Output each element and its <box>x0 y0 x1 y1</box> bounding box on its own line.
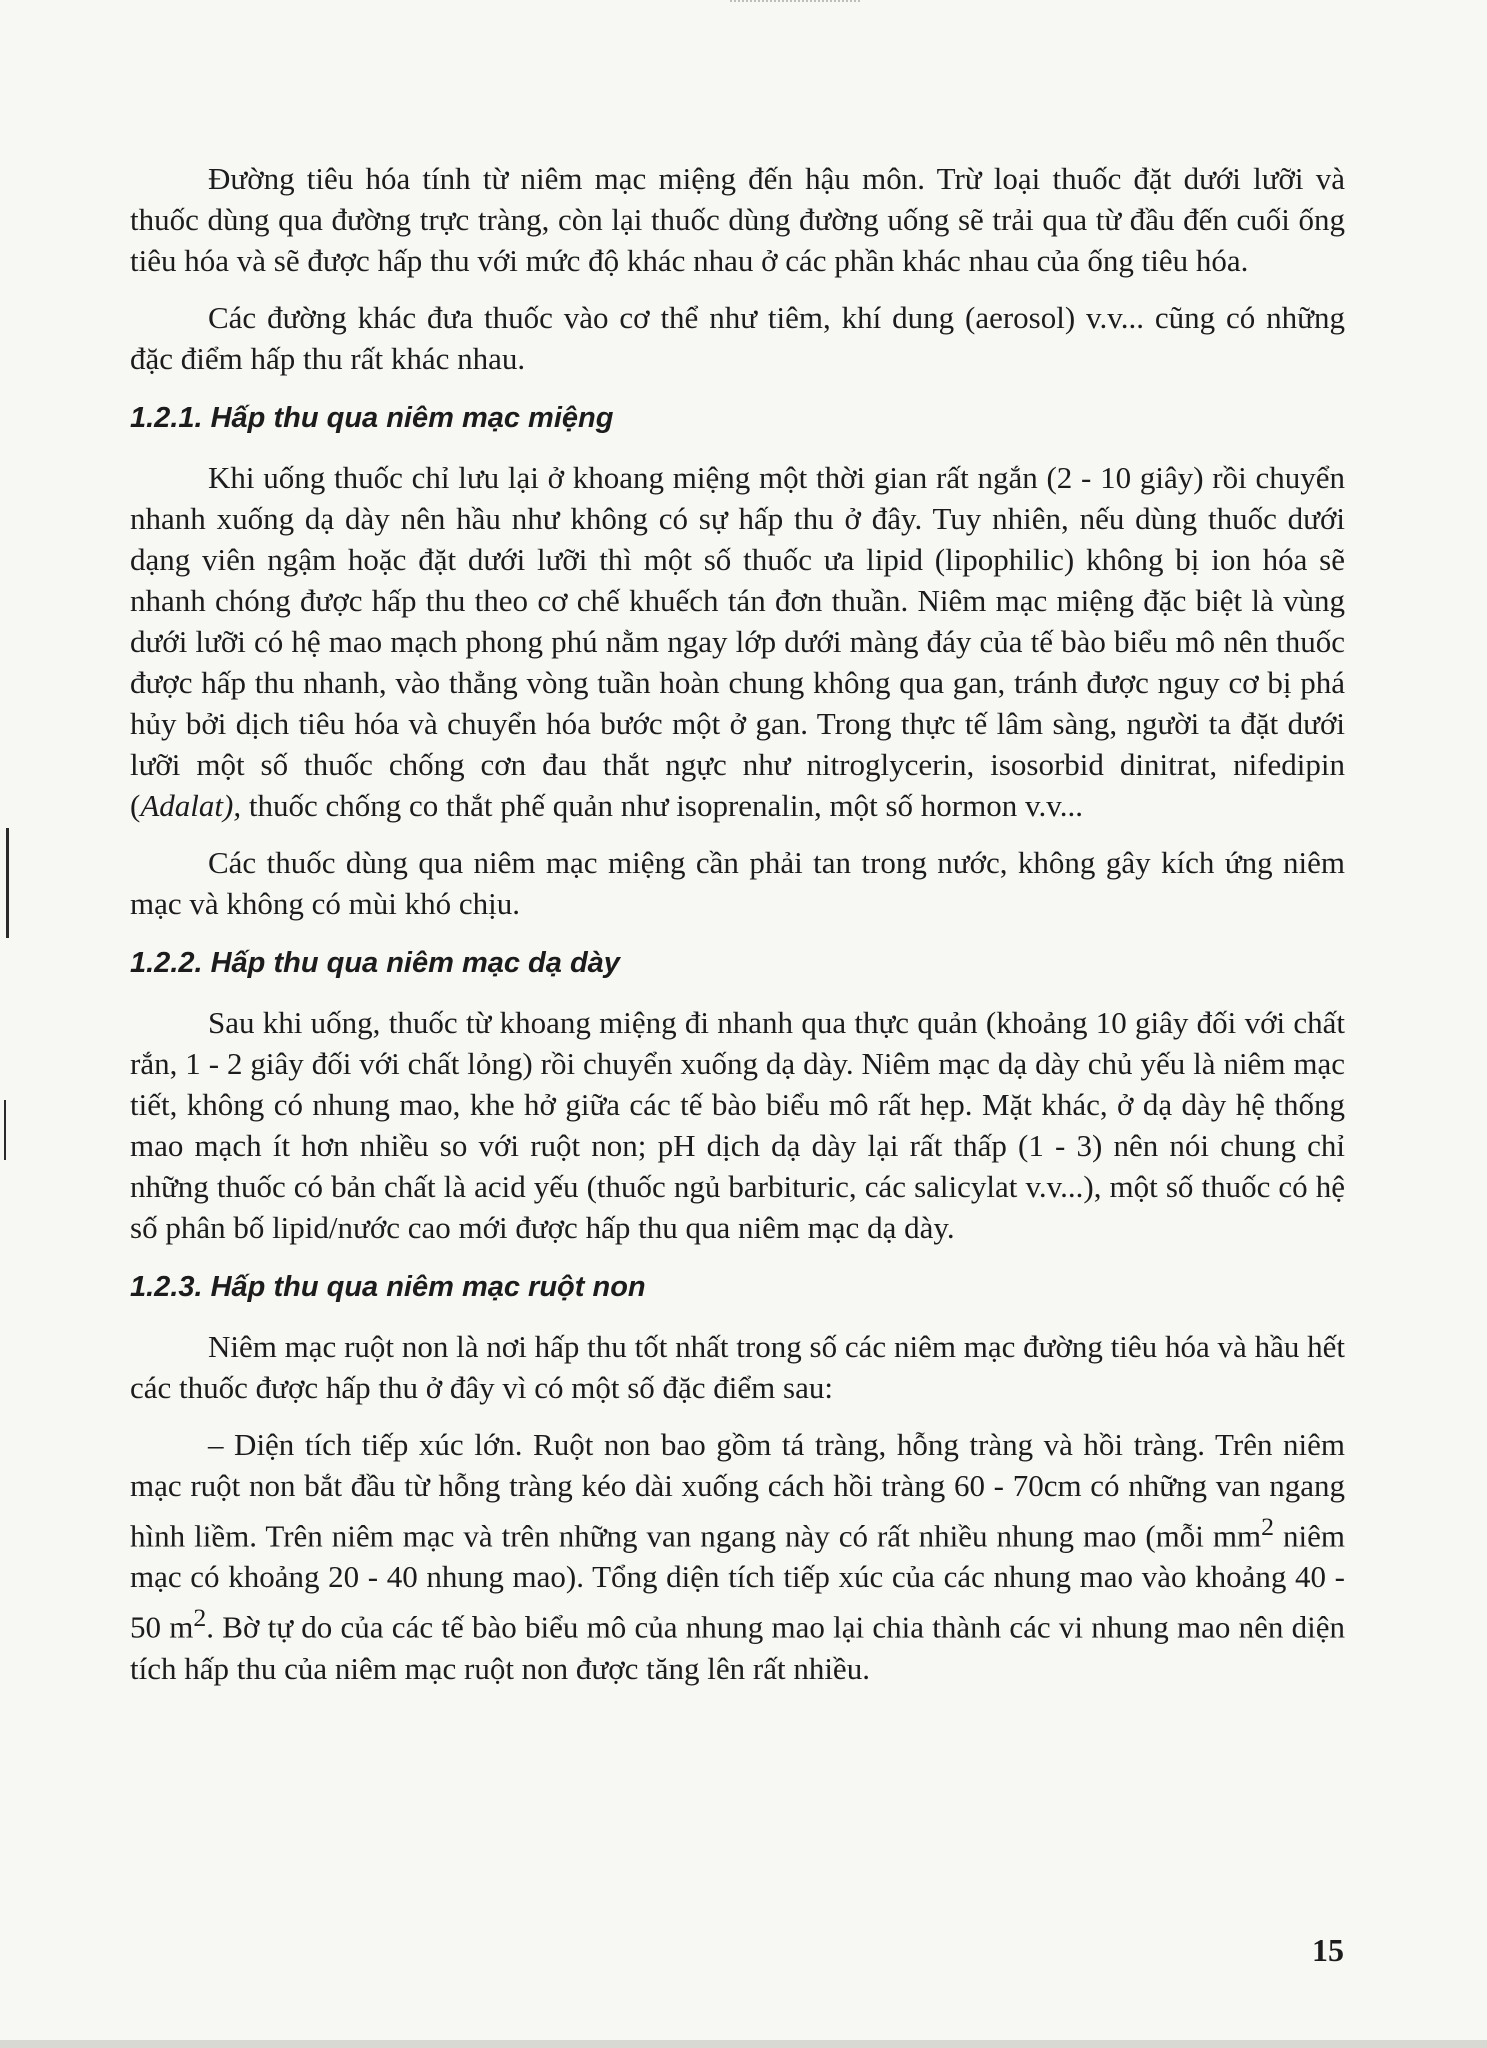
bullet-text-a: Diện tích tiếp xúc lớn. Ruột non bao gồm tá tràng, hỗng tràng và hồi tràng. Trên niêm mạc ruột non bắt đầu từ hỗng tràng kéo dài xuống cách hồi tràng 60 - 70cm có những van ngang hình liềm. Trên niêm mạc và trên những van ngang này có rất nhiều nhung mao (mỗi mm <box>130 1427 1345 1554</box>
bullet-text-b: niêm mạc có khoảng 20 - 40 nhung mao). Tổng diện tích tiếp xúc của các nhung mao vào khoảng 40 - 50 m <box>130 1518 1345 1645</box>
scan-margin-mark <box>6 828 9 938</box>
oral-text-a: Khi uống thuốc chỉ lưu lại ở khoang miệng một thời gian rất ngắn (2 - 10 giây) rồi chuyển nhanh xuống dạ dày nên hầu như không có sự hấp thu ở đây. Tuy nhiên, nếu dùng thuốc dưới dạng viên ngậm hoặc đặt dưới lưỡi thì một số thuốc ưa lipid (lipophilic) không bị ion hóa sẽ nhanh chóng được hấp thu theo cơ chế khuếch tán đơn thuần. Niêm mạc miệng đặc biệt là vùng dưới lưỡi có hệ mao mạch phong phú nằm ngay lớp dưới màng đáy của tế bào biểu mô nên thuốc được hấp thu nhanh, vào thẳng vòng tuần hoàn chung không qua gan, tránh được nguy cơ bị phá hủy bởi dịch tiêu hóa và chuyển hóa bước một ở gan. Trong thực tế lâm sàng, người ta đặt dưới lưỡi một số thuốc chống cơn đau thắt ngực như nitroglycerin, isosorbid dinitrat, nifedipin ( <box>130 460 1345 823</box>
page-number: 15 <box>1312 1932 1344 1968</box>
oral-mucosa-paragraph-1 <box>130 457 1345 826</box>
page-content <box>130 158 1345 1705</box>
scan-artifact-top <box>730 0 860 8</box>
scan-margin-mark <box>4 1100 6 1160</box>
section-heading-stomach-mucosa: 1.2.2. Hấp thu qua niêm mạc dạ dày <box>130 947 620 979</box>
small-intestine-paragraph-1: Niêm mạc ruột non là nơi hấp thu tốt nhất trong số các niêm mạc đường tiêu hóa và hầu hết các thuốc được hấp thu ở đây vì có một số đặc điểm sau: <box>130 1329 1345 1405</box>
oral-mucosa-paragraph-2: Các thuốc dùng qua niêm mạc miệng cần phải tan trong nước, không gây kích ứng niêm mạc và không có mùi khó chịu. <box>130 845 1345 921</box>
oral-text-b: thuốc chống co thắt phế quản như isoprenalin, một số hormon v.v... <box>241 788 1083 823</box>
superscript-2: 2 <box>193 1603 207 1633</box>
superscript-2: 2 <box>1261 1512 1275 1541</box>
section-heading-oral-mucosa: 1.2.1. Hấp thu qua niêm mạc miệng <box>130 402 614 434</box>
intro-paragraph-1: Đường tiêu hóa tính từ niêm mạc miệng đến hậu môn. Trừ loại thuốc đặt dưới lưỡi và thuốc dùng qua đường trực tràng, còn lại thuốc dùng đường uống sẽ trải qua từ đầu đến cuối ống tiêu hóa và sẽ được hấp thu với mức độ khác nhau ở các phần khác nhau của ống tiêu hóa. <box>130 161 1345 278</box>
bullet-text-c: . Bờ tự do của các tế bào biểu mô của nhung mao lại chia thành các vi nhung mao nên diện tích hấp thu của niêm mạc ruột non được tăng lên rất nhiều. <box>130 1609 1345 1686</box>
bullet-dash: – <box>208 1427 224 1462</box>
stomach-mucosa-paragraph-1: Sau khi uống, thuốc từ khoang miệng đi nhanh qua thực quản (khoảng 10 giây đối với chất rắn, 1 - 2 giây đối với chất lỏng) rồi chuyển xuống dạ dày. Niêm mạc dạ dày chủ yếu là niêm mạc tiết, không có nhung mao, khe hở giữa các tế bào biểu mô rất hẹp. Mặt khác, ở dạ dày hệ thống mao mạch ít hơn nhiều so với ruột non; pH dịch dạ dày lại rất thấp (1 - 3) nên nói chung chỉ những thuốc có bản chất là acid yếu (thuốc ngủ barbituric, các salicylat v.v...), một số thuốc có hệ số phân bố lipid/nước cao mới được hấp thu qua niêm mạc dạ dày. <box>130 1005 1345 1245</box>
scan-bottom-edge <box>0 2040 1487 2048</box>
small-intestine-bullet <box>130 1424 1345 1689</box>
oral-text-italic: Adalat), <box>140 788 242 823</box>
section-heading-small-intestine: 1.2.3. Hấp thu qua niêm mạc ruột non <box>130 1271 646 1303</box>
intro-paragraph-2: Các đường khác đưa thuốc vào cơ thể như tiêm, khí dung (aerosol) v.v... cũng có những đặc điểm hấp thu rất khác nhau. <box>130 300 1345 376</box>
